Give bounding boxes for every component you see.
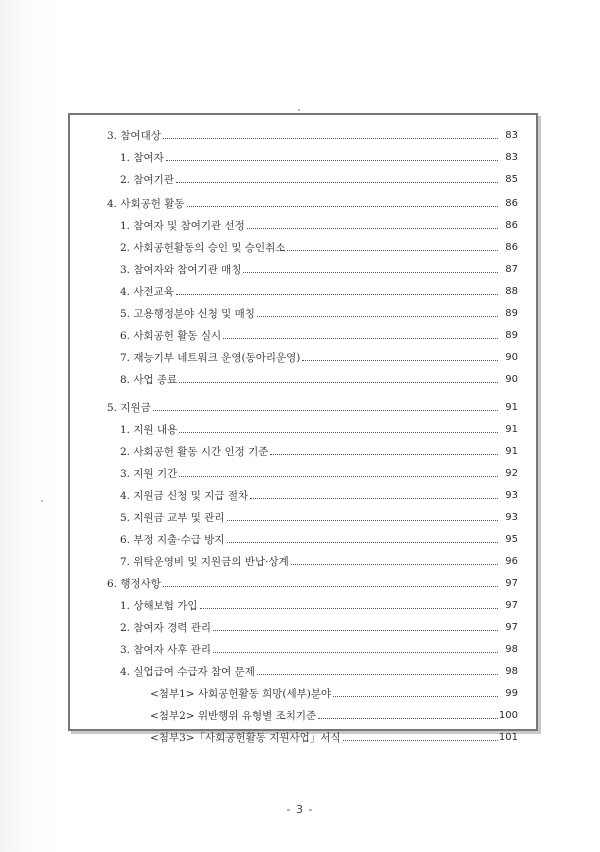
toc-item-label: 2. 사회공헌활동의 승인 및 승인취소 (120, 242, 286, 254)
toc-page-number: 86 (505, 220, 518, 231)
toc-item[interactable] (120, 507, 518, 525)
toc-page-number: 100 (498, 710, 518, 721)
toc-item[interactable] (120, 419, 518, 437)
toc-page-number: 87 (505, 264, 518, 275)
dot-leader (163, 586, 498, 587)
dot-leader (227, 542, 498, 543)
dot-leader (333, 696, 498, 697)
toc-item-label: 1. 지원 내용 (120, 424, 178, 436)
dot-leader (153, 410, 498, 411)
toc-page-number: 95 (505, 534, 518, 545)
toc-item-label: 1. 상해보험 가입 (120, 600, 198, 612)
dot-leader (343, 740, 498, 741)
toc-item-label: 4. 실업급여 수급자 참여 문제 (120, 666, 255, 678)
table-of-contents (68, 113, 538, 744)
scan-speck (298, 109, 300, 111)
toc-item-label: 6. 부정 지출·수급 방지 (120, 534, 225, 546)
toc-page-number: 91 (505, 402, 518, 413)
dot-leader (227, 520, 498, 521)
toc-item[interactable] (120, 529, 518, 547)
toc-section-title: 3. 참여대상 (107, 130, 161, 142)
toc-attachment[interactable] (150, 683, 518, 701)
toc-page-number: 101 (498, 732, 518, 743)
dot-leader (179, 382, 498, 383)
toc-page-number: 99 (505, 688, 518, 699)
toc-page-number: 90 (505, 374, 518, 385)
toc-page-number: 91 (505, 424, 518, 435)
toc-section-title: 5. 지원금 (107, 402, 151, 414)
toc-item-label: 1. 참여자 (120, 152, 164, 164)
toc-item[interactable] (120, 147, 518, 165)
toc-page-number: 89 (505, 308, 518, 319)
toc-section-title: 6. 행정사항 (107, 578, 161, 590)
toc-page-number: 96 (505, 556, 518, 567)
toc-page-number: 98 (505, 666, 518, 677)
toc-item[interactable] (120, 661, 518, 679)
dot-leader (166, 160, 498, 161)
toc-item[interactable] (120, 237, 518, 255)
toc-item[interactable] (120, 281, 518, 299)
toc-item-label: 6. 사회공헌 활동 실시 (120, 330, 222, 342)
toc-page-number: 93 (505, 512, 518, 523)
toc-page-number: 91 (505, 446, 518, 457)
dot-leader (243, 272, 498, 273)
toc-item[interactable] (120, 595, 518, 613)
dot-leader (257, 674, 498, 675)
scan-speck (41, 500, 43, 502)
toc-page-number: 89 (505, 330, 518, 341)
dot-leader (247, 228, 498, 229)
dot-leader (187, 206, 498, 207)
dot-leader (176, 294, 498, 295)
toc-page-number: 86 (505, 198, 518, 209)
toc-section-4[interactable] (107, 193, 518, 211)
toc-section-5[interactable] (107, 397, 518, 415)
toc-item[interactable] (120, 325, 518, 343)
toc-item-label: 3. 참여자 사후 관리 (120, 644, 212, 656)
toc-page-number: 88 (505, 286, 518, 297)
dot-leader (223, 338, 498, 339)
toc-page-number: 90 (505, 352, 518, 363)
toc-item-label: 5. 지원금 교부 및 관리 (120, 512, 225, 524)
toc-item[interactable] (120, 215, 518, 233)
toc-item-label: 5. 고용행정분야 신청 및 매칭 (120, 308, 255, 320)
dot-leader (302, 360, 498, 361)
toc-page-number: 97 (505, 578, 518, 589)
dot-leader (270, 454, 498, 455)
toc-item[interactable] (120, 639, 518, 657)
toc-item-label: 3. 지원 기간 (120, 468, 178, 480)
toc-section-6[interactable] (107, 573, 518, 591)
toc-item[interactable] (120, 347, 518, 365)
toc-page-number: 83 (505, 130, 518, 141)
toc-page-number: 98 (505, 644, 518, 655)
toc-attachment-label: <첨부1> 사회공헌활동 희망(세부)분야 (150, 688, 332, 700)
toc-item-label: 8. 사업 종료 (120, 374, 178, 386)
toc-section-3[interactable] (107, 125, 518, 143)
toc-item-label: 2. 사회공헌 활동 시간 인정 기준 (120, 446, 269, 458)
toc-page-number: 97 (505, 622, 518, 633)
toc-item-label: 7. 재능기부 네트워크 운영(동아리운영) (120, 352, 301, 364)
toc-page-number: 83 (505, 152, 518, 163)
dot-leader (287, 250, 498, 251)
toc-attachment-label: <첨부3>「사회공헌활동 지원사업」서식 (150, 732, 341, 744)
toc-attachment-label: <첨부2> 위반행위 유형별 조치기준 (150, 710, 317, 722)
toc-item[interactable] (120, 617, 518, 635)
dot-leader (257, 316, 498, 317)
dot-leader (179, 432, 498, 433)
toc-item-label: 3. 참여자와 참여기관 매칭 (120, 264, 242, 276)
toc-page-number: 93 (505, 490, 518, 501)
toc-item[interactable] (120, 485, 518, 503)
toc-item[interactable] (120, 369, 518, 387)
toc-page-number: 92 (505, 468, 518, 479)
dot-leader (179, 476, 498, 477)
dot-leader (163, 138, 498, 139)
toc-item[interactable] (120, 441, 518, 459)
toc-item[interactable] (120, 169, 518, 187)
toc-item-label: 2. 참여기관 (120, 174, 174, 186)
toc-item[interactable] (120, 259, 518, 277)
toc-item-label: 4. 지원금 신청 및 지급 절차 (120, 490, 249, 502)
toc-item[interactable] (120, 303, 518, 321)
toc-item-label: 4. 사전교육 (120, 286, 174, 298)
toc-attachment[interactable] (146, 717, 520, 735)
dot-leader (213, 630, 498, 631)
toc-item-label: 2. 참여자 경력 관리 (120, 622, 212, 634)
toc-item[interactable] (120, 463, 518, 481)
toc-item-label: 7. 위탁운영비 및 지원금의 반납·상계 (120, 556, 289, 568)
dot-leader (250, 498, 498, 499)
page-number: - 3 - (286, 803, 314, 816)
toc-page-number: 85 (505, 174, 518, 185)
toc-section-title: 4. 사회공헌 활동 (107, 198, 185, 210)
toc-item-label: 1. 참여자 및 참여기관 선정 (120, 220, 245, 232)
toc-page-number: 97 (505, 600, 518, 611)
dot-leader (213, 652, 498, 653)
toc-page-number: 86 (505, 242, 518, 253)
dot-leader (200, 608, 498, 609)
dot-leader (176, 182, 498, 183)
